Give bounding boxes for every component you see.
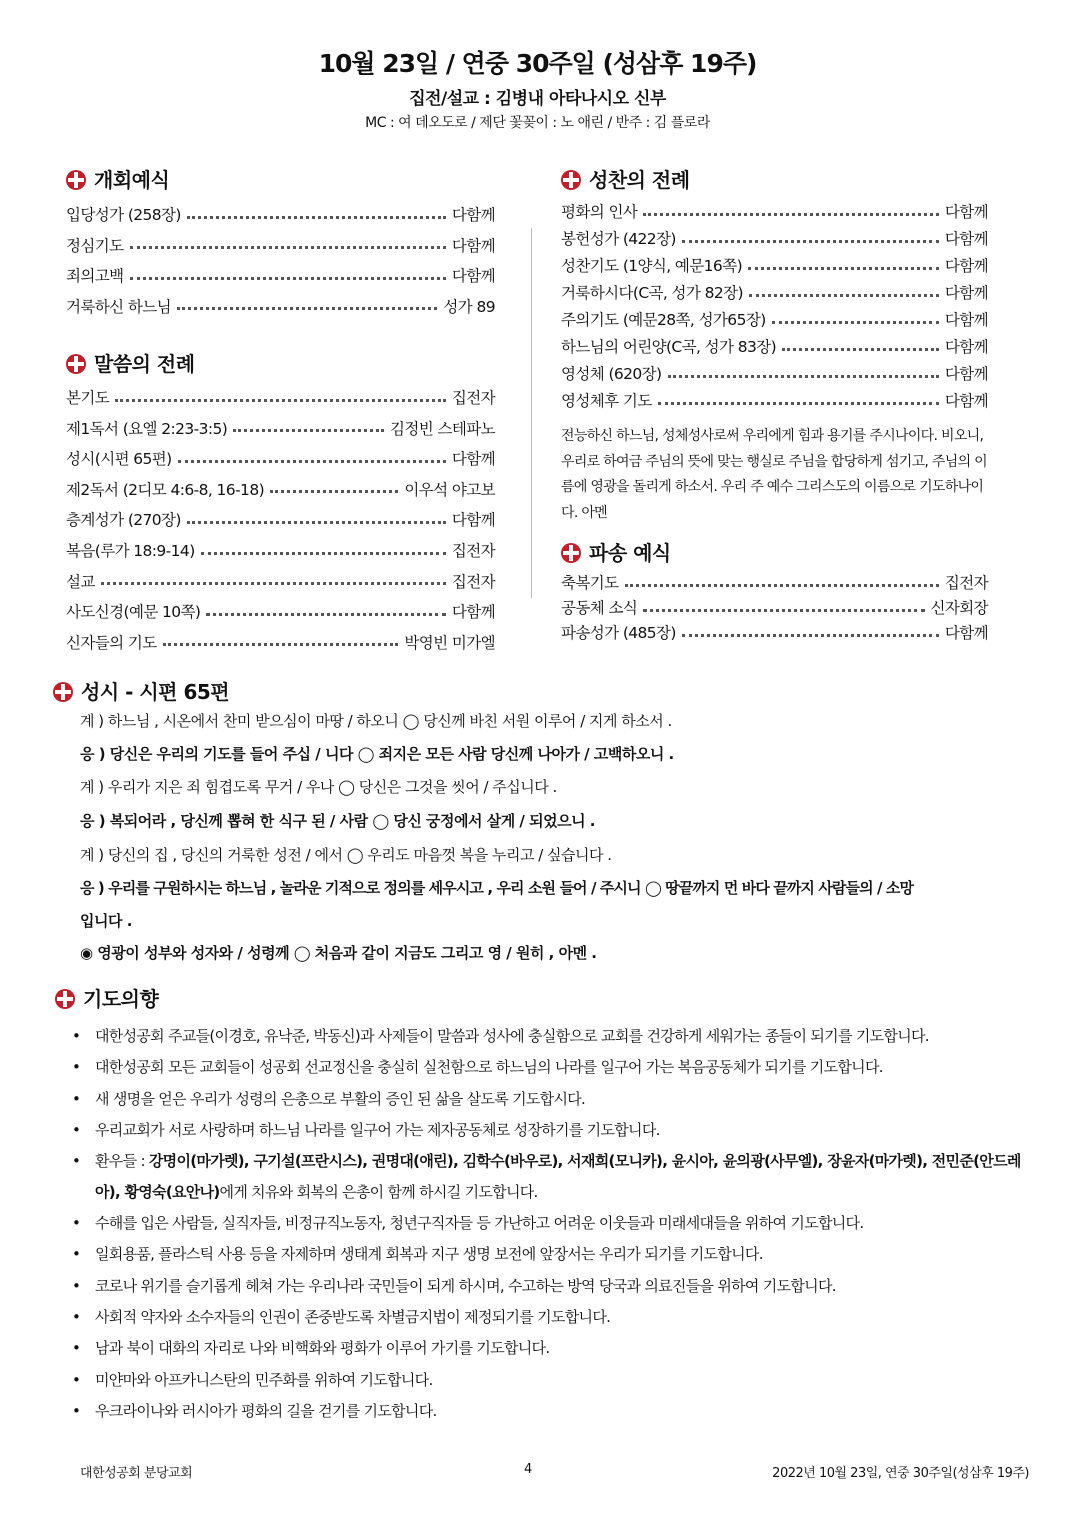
liturgy-row	[66, 262, 495, 288]
list-item: • 새 생명을 얻은 우리가 성령의 은총으로 부활의 증인 된 삶을 살도록 기도합시다.	[72, 1084, 1032, 1115]
liturgy-row	[66, 232, 495, 258]
row-performer: 이우석 야고보	[404, 480, 495, 499]
row-performer: 신자회장	[930, 599, 988, 617]
row-label: 공동체 소식	[561, 599, 638, 617]
list-item: • 코로나 위기를 슬기롭게 헤쳐 가는 우리나라 국민들이 되게 하시며, 수고하는 방역 당국과 의료진들을 위하여 기도합니다.	[72, 1271, 1032, 1302]
liturgy-row	[66, 293, 495, 319]
row-label: 설교	[66, 572, 95, 591]
row-performer: 다함께	[451, 603, 495, 622]
dot-leader	[643, 609, 924, 612]
list-item-sick: • 환우들 : 강명이(마가렛), 구기설(프란시스), 권명대(애린), 김학수(바우로), 서재희(모니카), 윤시아, 윤의광(사무엘), 장윤자(마가렛), 전민준(안드레아), 황영숙(요안나)에게 치유와 회복의 은총이 함께 하시길 기도합니다.	[72, 1146, 1032, 1208]
section-eucharist-title: 성찬의 전례	[561, 164, 690, 193]
liturgy-row	[66, 629, 495, 655]
row-performer: 다함께	[451, 236, 495, 255]
row-label: 거룩하시다(C곡, 성가 82장)	[561, 284, 743, 302]
row-label: 정심기도	[66, 236, 124, 255]
dot-leader	[233, 429, 384, 432]
liturgy-row	[561, 225, 988, 251]
row-performer: 다함께	[944, 230, 988, 248]
liturgy-row	[561, 333, 988, 359]
liturgy-row	[561, 594, 988, 620]
liturgy-row	[561, 198, 988, 224]
dot-leader	[130, 277, 446, 280]
section-intentions-title: 기도의향	[55, 983, 158, 1012]
row-performer: 집전자	[451, 389, 495, 407]
dot-leader	[206, 613, 446, 616]
liturgy-row	[66, 598, 495, 624]
psalm-line: ◉ 영광이 성부와 성자와 / 성령께 ◯ 처음과 같이 지금도 그리고 영 / 원히 , 아멘 .	[80, 944, 597, 962]
row-performer: 집전자	[451, 542, 495, 560]
row-label: 본기도	[66, 389, 110, 407]
psalm-line: 응 ) 복되어라 , 당신께 뽑혀 한 식구 된 / 사람 ◯ 당신 궁정에서 살게 / 되었으니 .	[80, 812, 595, 830]
dot-leader	[115, 399, 446, 402]
row-performer: 다함께	[944, 311, 988, 329]
row-performer: 다함께	[944, 624, 988, 642]
roles-line: MC : 여 데오도로 / 제단 꽃꽂이 : 노 애린 / 반주 : 김 플로라	[365, 115, 710, 131]
row-performer: 다함께	[451, 206, 495, 224]
cross-icon	[561, 170, 581, 190]
dot-leader	[658, 402, 939, 405]
psalm-line: 계 ) 우리가 지은 죄 힘겹도록 무거 / 우나 ◯ 당신은 그것을 씻어 / 주십니다 .	[80, 778, 557, 796]
liturgy-row	[561, 569, 988, 595]
celebrant-line: 집전/설교 : 김병내 아타나시오 신부	[409, 89, 666, 109]
dot-leader	[270, 490, 398, 493]
dot-leader	[668, 375, 939, 378]
list-item: • 일회용품, 플라스틱 사용 등을 자제하며 생태계 회복과 지구 생명 보전에 앞장서는 우리가 되기를 기도합니다.	[72, 1239, 1032, 1270]
row-performer: 다함께	[451, 267, 495, 285]
section-dismissal-title: 파송 예식	[561, 537, 671, 566]
cross-icon	[55, 989, 75, 1009]
post-communion-prayer: 전능하신 하느님, 성체성사로써 우리에게 힘과 용기를 주시나이다. 비오니, 우리로 하여금 주님의 뜻에 맞는 행실로 주님을 합당하게 섬기고, 주님의 이름에 영광을 돌리게 하소서. 우리 주 예수 그리스도의 이름으로 기도하나이다. 아멘	[561, 428, 987, 521]
row-label: 성시(시편 65편)	[66, 450, 172, 469]
list-item: • 남과 북이 대화의 자리로 나와 비핵화와 평화가 이루어 가기를 기도합니다.	[72, 1333, 1032, 1364]
row-performer: 성가 89	[443, 297, 495, 316]
cross-icon	[66, 354, 86, 374]
liturgy-row	[66, 201, 495, 227]
row-performer: 김정빈 스테파노	[390, 419, 495, 438]
row-performer: 다함께	[944, 338, 988, 356]
row-label: 파송성가 (485장)	[561, 624, 676, 642]
row-label: 입당성가 (258장)	[66, 206, 181, 224]
list-item: • 대한성공회 주교들(이경호, 유낙준, 박동신)과 사제들이 말씀과 성사에 충실함으로 교회를 건강하게 세워가는 종들이 되기를 기도합니다.	[72, 1021, 1032, 1052]
section-opening-title: 개회예식	[66, 164, 169, 193]
row-performer: 다함께	[944, 392, 988, 410]
dot-leader	[101, 582, 446, 585]
footer-page-number: 4	[524, 1462, 532, 1477]
row-label: 평화의 인사	[561, 203, 638, 221]
list-item: • 수해를 입은 사람들, 실직자들, 비정규직노동자, 청년구직자들 등 가난하고 어려운 이웃들과 미래세대들을 위하여 기도합니다.	[72, 1208, 1032, 1239]
liturgy-row	[66, 506, 495, 532]
footer-church: 대한성공회 분당교회	[80, 1466, 193, 1481]
dot-leader	[749, 294, 939, 297]
liturgy-row	[561, 279, 988, 305]
dot-leader	[130, 246, 446, 249]
cross-icon	[66, 170, 86, 190]
row-label: 봉헌성가 (422장)	[561, 230, 676, 248]
psalm-line: 응 ) 우리를 구원하시는 하느님 , 놀라운 기적으로 정의를 세우시고 , 우리 소원 들어 / 주시니 ◯ 땅끝까지 먼 바다 끝까지 사람들의 / 소망	[80, 879, 914, 897]
dot-leader	[187, 521, 446, 524]
list-item: • 사회적 약자와 소수자들의 인권이 존중받도록 차별금지법이 제정되기를 기도합니다.	[72, 1302, 1032, 1333]
liturgy-row	[66, 445, 495, 471]
list-item: • 우크라이나와 러시아가 평화의 길을 걷기를 기도합니다.	[72, 1396, 1032, 1427]
dot-leader	[748, 267, 939, 270]
row-label: 죄의고백	[66, 267, 124, 285]
dot-leader	[682, 240, 939, 243]
liturgy-row	[66, 537, 495, 563]
row-performer: 다함께	[944, 257, 988, 275]
psalm-line: 계 ) 당신의 집 , 당신의 거룩한 성전 / 에서 ◯ 우리도 마음껏 복을 누리고 / 싶습니다 .	[80, 846, 612, 864]
liturgy-row	[561, 387, 988, 413]
row-performer: 박영빈 미가엘	[404, 633, 495, 652]
row-label: 영성체 (620장)	[561, 365, 662, 383]
psalm-line: 응 ) 당신은 우리의 기도를 들어 주십 / 니다 ◯ 죄지은 모든 사람 당신께 나아가 / 고백하오니 .	[80, 745, 674, 763]
row-performer: 다함께	[451, 511, 495, 530]
row-label: 사도신경(예문 10쪽)	[66, 603, 201, 622]
dot-leader	[178, 460, 446, 463]
liturgy-row	[561, 306, 988, 332]
footer-date: 2022년 10월 23일, 연중 30주일(성삼후 19주)	[772, 1466, 1029, 1481]
row-label: 영성체후 기도	[561, 392, 652, 410]
row-label: 제2독서 (2디모 4:6-8, 16-18)	[66, 480, 265, 499]
dot-leader	[187, 216, 446, 219]
liturgy-row	[561, 252, 988, 278]
row-performer: 다함께	[944, 284, 988, 302]
cross-icon	[53, 682, 73, 702]
liturgy-row	[66, 476, 495, 502]
row-performer: 다함께	[451, 450, 495, 469]
liturgy-row	[66, 568, 495, 594]
psalm-line: 계 ) 하느님 , 시온에서 찬미 받으심이 마땅 / 하오니 ◯ 당신께 바친 서원 이루어 / 지게 하소서 .	[80, 712, 672, 730]
row-label: 층계성가 (270장)	[66, 511, 181, 530]
liturgy-row	[561, 360, 988, 386]
liturgy-row	[66, 384, 495, 410]
dot-leader	[201, 552, 446, 555]
row-label: 주의기도 (예문28쪽, 성가65장)	[561, 311, 766, 329]
dot-leader	[643, 213, 939, 216]
row-label: 제1독서 (요엘 2:23-3:5)	[66, 419, 228, 438]
row-label: 하느님의 어린양(C곡, 성가 83장)	[561, 338, 777, 356]
row-label: 거룩하신 하느님	[66, 297, 171, 316]
psalm-line: 입니다 .	[80, 912, 132, 930]
list-item: • 미얀마와 아프카니스탄의 민주화를 위하여 기도합니다.	[72, 1365, 1032, 1396]
row-label: 신자들의 기도	[66, 633, 157, 652]
section-psalm-title: 성시 - 시편 65편	[53, 676, 229, 705]
row-label: 성찬기도 (1양식, 예문16쪽)	[561, 257, 743, 275]
row-performer: 집전자	[944, 574, 988, 592]
sick-names: 강명이(마가렛), 구기설(프란시스), 권명대(애린), 김학수(바우로), 서재희(모니카), 윤시아, 윤의광(사무엘), 장윤자(마가렛), 전민준(안드레아), 황영숙(요안나)	[95, 1152, 1021, 1202]
liturgy-row	[561, 619, 988, 645]
list-item: • 우리교회가 서로 사랑하며 하느님 나라를 일구어 가는 제자공동체로 성장하기를 기도합니다.	[72, 1115, 1032, 1146]
section-word-title: 말씀의 전례	[66, 348, 195, 377]
cross-icon	[561, 543, 581, 563]
dot-leader	[625, 584, 939, 587]
row-performer: 다함께	[944, 203, 988, 221]
row-performer: 집전자	[451, 572, 495, 591]
liturgy-row	[66, 415, 495, 441]
dot-leader	[177, 307, 437, 310]
dot-leader	[163, 643, 399, 646]
row-performer: 다함께	[944, 365, 988, 383]
intentions-list	[72, 1021, 1032, 1427]
dot-leader	[682, 634, 939, 637]
column-divider	[531, 228, 532, 598]
dot-leader	[782, 348, 939, 351]
dot-leader	[772, 321, 939, 324]
page-title: 10월 23일 / 연중 30주일 (성삼후 19주)	[318, 49, 757, 78]
row-label: 축복기도	[561, 574, 619, 592]
row-label: 복음(루가 18:9-14)	[66, 542, 195, 560]
list-item: • 대한성공회 모든 교회들이 성공회 선교정신을 충실히 실천함으로 하느님의 나라를 일구어 가는 복음공동체가 되기를 기도합니다.	[72, 1052, 1032, 1083]
